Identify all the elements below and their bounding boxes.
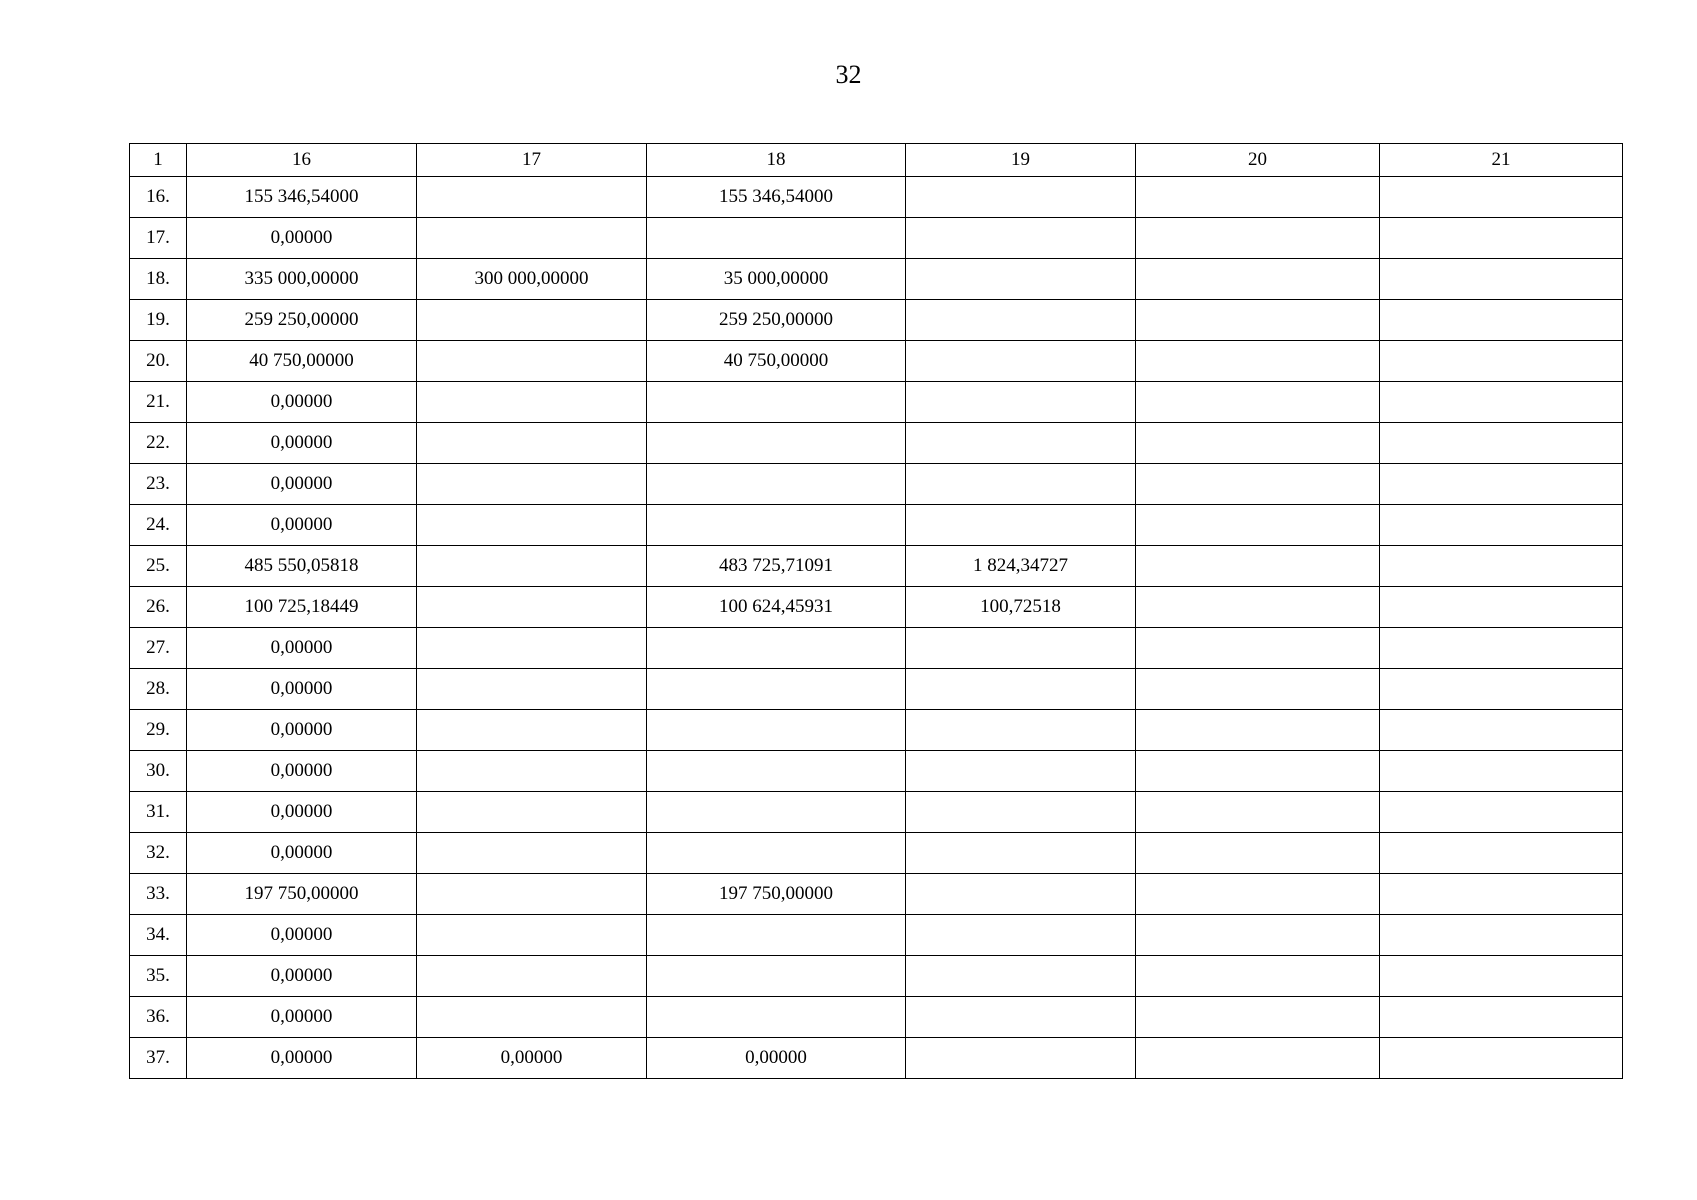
- table-cell: [647, 464, 906, 505]
- table-row: [130, 956, 1623, 997]
- table-cell: [647, 915, 906, 956]
- table-cell: [417, 177, 647, 218]
- table-cell: [1136, 587, 1380, 628]
- table-row: [130, 792, 1623, 833]
- table-cell: 0,00000: [647, 1038, 906, 1079]
- table-cell: 300 000,00000: [417, 259, 647, 300]
- table-cell: [417, 587, 647, 628]
- table-cell: 0,00000: [187, 1038, 417, 1079]
- table-cell: [647, 628, 906, 669]
- table-cell: [1380, 669, 1623, 710]
- table-cell: [417, 300, 647, 341]
- table-cell: [1380, 505, 1623, 546]
- column-header: 16: [187, 144, 417, 177]
- table-cell: [906, 259, 1136, 300]
- table-row: [130, 997, 1623, 1038]
- table-cell: [1136, 464, 1380, 505]
- table-cell: [1136, 874, 1380, 915]
- row-number-cell: 32.: [130, 833, 187, 874]
- table-cell: [417, 874, 647, 915]
- table-cell: 259 250,00000: [647, 300, 906, 341]
- table-cell: [1136, 177, 1380, 218]
- table-cell: [417, 218, 647, 259]
- table-cell: 0,00000: [187, 833, 417, 874]
- table-cell: 0,00000: [187, 218, 417, 259]
- table-cell: [647, 423, 906, 464]
- table-cell: [417, 956, 647, 997]
- row-number-cell: 22.: [130, 423, 187, 464]
- table-body: [130, 177, 1623, 1079]
- row-number-cell: 24.: [130, 505, 187, 546]
- row-number-cell: 27.: [130, 628, 187, 669]
- table-cell: 0,00000: [417, 1038, 647, 1079]
- table-cell: 155 346,54000: [647, 177, 906, 218]
- table-cell: [1136, 423, 1380, 464]
- table-cell: [1136, 997, 1380, 1038]
- table-cell: 0,00000: [187, 751, 417, 792]
- data-table: [129, 143, 1623, 1079]
- table-cell: [647, 956, 906, 997]
- table-cell: [906, 423, 1136, 464]
- table-cell: [1136, 546, 1380, 587]
- table-cell: [647, 218, 906, 259]
- table-cell: [1380, 464, 1623, 505]
- table-cell: [1380, 382, 1623, 423]
- row-number-cell: 35.: [130, 956, 187, 997]
- table-cell: [417, 915, 647, 956]
- table-cell: 1 824,34727: [906, 546, 1136, 587]
- table-row: [130, 423, 1623, 464]
- table-cell: [1380, 423, 1623, 464]
- table-cell: 100,72518: [906, 587, 1136, 628]
- table-cell: [647, 669, 906, 710]
- table-cell: [1136, 505, 1380, 546]
- table-cell: [906, 218, 1136, 259]
- table-cell: [1136, 382, 1380, 423]
- table-cell: 0,00000: [187, 382, 417, 423]
- table-cell: [906, 464, 1136, 505]
- table-cell: [1380, 218, 1623, 259]
- table-row: [130, 382, 1623, 423]
- table-cell: [906, 669, 1136, 710]
- table-cell: [647, 997, 906, 1038]
- table-cell: 197 750,00000: [647, 874, 906, 915]
- row-number-cell: 29.: [130, 710, 187, 751]
- table-cell: [1136, 259, 1380, 300]
- table-cell: 0,00000: [187, 915, 417, 956]
- row-number-cell: 34.: [130, 915, 187, 956]
- table-row: [130, 628, 1623, 669]
- table-cell: [1380, 341, 1623, 382]
- table-row: [130, 587, 1623, 628]
- table-cell: 0,00000: [187, 997, 417, 1038]
- table-cell: [1380, 300, 1623, 341]
- table-cell: [906, 505, 1136, 546]
- row-number-cell: 25.: [130, 546, 187, 587]
- row-number-cell: 33.: [130, 874, 187, 915]
- table-cell: 0,00000: [187, 628, 417, 669]
- table-cell: 0,00000: [187, 505, 417, 546]
- table-cell: 100 624,45931: [647, 587, 906, 628]
- table-row: [130, 505, 1623, 546]
- table-cell: 0,00000: [187, 792, 417, 833]
- table-cell: [1380, 177, 1623, 218]
- table-cell: [647, 505, 906, 546]
- table-cell: [906, 341, 1136, 382]
- table-cell: [1136, 833, 1380, 874]
- table-cell: [1380, 997, 1623, 1038]
- table-cell: [1136, 956, 1380, 997]
- table-cell: [1136, 915, 1380, 956]
- table-row: [130, 833, 1623, 874]
- table-cell: [1136, 300, 1380, 341]
- table-cell: [1380, 915, 1623, 956]
- table-cell: [1136, 628, 1380, 669]
- table-cell: [906, 628, 1136, 669]
- table-cell: [417, 505, 647, 546]
- table-cell: [417, 382, 647, 423]
- table-cell: [417, 997, 647, 1038]
- table-cell: [417, 833, 647, 874]
- table-cell: [906, 874, 1136, 915]
- table-cell: 0,00000: [187, 464, 417, 505]
- table-cell: [906, 915, 1136, 956]
- table-cell: [417, 628, 647, 669]
- table-cell: [906, 710, 1136, 751]
- row-number-cell: 16.: [130, 177, 187, 218]
- table-cell: [1136, 710, 1380, 751]
- row-number-cell: 36.: [130, 997, 187, 1038]
- row-number-cell: 18.: [130, 259, 187, 300]
- table-cell: 155 346,54000: [187, 177, 417, 218]
- table-cell: [906, 833, 1136, 874]
- column-header: 19: [906, 144, 1136, 177]
- table-cell: [647, 710, 906, 751]
- table-cell: [1136, 669, 1380, 710]
- row-number-cell: 20.: [130, 341, 187, 382]
- table-cell: [417, 423, 647, 464]
- table-cell: [1380, 628, 1623, 669]
- page-number: 32: [835, 60, 862, 89]
- table-cell: 40 750,00000: [187, 341, 417, 382]
- table-cell: 259 250,00000: [187, 300, 417, 341]
- table-cell: [647, 833, 906, 874]
- table-cell: 100 725,18449: [187, 587, 417, 628]
- table-cell: [1136, 218, 1380, 259]
- row-number-cell: 19.: [130, 300, 187, 341]
- column-header: 21: [1380, 144, 1623, 177]
- table-cell: 485 550,05818: [187, 546, 417, 587]
- table-cell: [417, 792, 647, 833]
- column-header: 20: [1136, 144, 1380, 177]
- table-cell: [647, 382, 906, 423]
- table-row: [130, 259, 1623, 300]
- table-cell: [647, 792, 906, 833]
- table-row: [130, 300, 1623, 341]
- table-cell: [906, 956, 1136, 997]
- table-cell: [647, 751, 906, 792]
- table-cell: 0,00000: [187, 669, 417, 710]
- table-cell: [1380, 792, 1623, 833]
- table-cell: 197 750,00000: [187, 874, 417, 915]
- table-header: [130, 144, 1623, 177]
- table-cell: 335 000,00000: [187, 259, 417, 300]
- table-cell: [906, 751, 1136, 792]
- table-row: [130, 874, 1623, 915]
- table-cell: [1380, 751, 1623, 792]
- table-cell: [417, 751, 647, 792]
- table-cell: 40 750,00000: [647, 341, 906, 382]
- table-cell: [1380, 710, 1623, 751]
- row-number-cell: 28.: [130, 669, 187, 710]
- table-cell: [417, 546, 647, 587]
- table-row: [130, 218, 1623, 259]
- row-number-cell: 26.: [130, 587, 187, 628]
- table-cell: [1380, 833, 1623, 874]
- table-cell: [417, 669, 647, 710]
- table-cell: [906, 382, 1136, 423]
- table-cell: [906, 792, 1136, 833]
- table-cell: [1136, 1038, 1380, 1079]
- table-cell: [1136, 341, 1380, 382]
- table-cell: [906, 177, 1136, 218]
- table-cell: 483 725,71091: [647, 546, 906, 587]
- table-cell: 0,00000: [187, 956, 417, 997]
- table-cell: 0,00000: [187, 423, 417, 464]
- column-header: 1: [130, 144, 187, 177]
- table-cell: [417, 710, 647, 751]
- row-number-cell: 30.: [130, 751, 187, 792]
- table-cell: [1380, 874, 1623, 915]
- table-row: [130, 915, 1623, 956]
- table-row: [130, 1038, 1623, 1079]
- column-header: 17: [417, 144, 647, 177]
- table-cell: [1380, 956, 1623, 997]
- row-number-cell: 31.: [130, 792, 187, 833]
- row-number-cell: 17.: [130, 218, 187, 259]
- table-row: [130, 546, 1623, 587]
- table-row: [130, 341, 1623, 382]
- table-cell: [1380, 259, 1623, 300]
- header-row: [130, 144, 1623, 177]
- table-cell: [906, 300, 1136, 341]
- row-number-cell: 37.: [130, 1038, 187, 1079]
- table-cell: [1380, 546, 1623, 587]
- table-cell: [1380, 1038, 1623, 1079]
- table-row: [130, 751, 1623, 792]
- table-cell: [417, 341, 647, 382]
- table-row: [130, 669, 1623, 710]
- table-cell: [1380, 587, 1623, 628]
- table-cell: [1136, 792, 1380, 833]
- table-row: [130, 177, 1623, 218]
- table-row: [130, 710, 1623, 751]
- table-row: [130, 464, 1623, 505]
- row-number-cell: 23.: [130, 464, 187, 505]
- table-cell: 0,00000: [187, 710, 417, 751]
- column-header: 18: [647, 144, 906, 177]
- table-cell: [417, 464, 647, 505]
- table-cell: [906, 997, 1136, 1038]
- row-number-cell: 21.: [130, 382, 187, 423]
- table-cell: 35 000,00000: [647, 259, 906, 300]
- table-cell: [906, 1038, 1136, 1079]
- table-cell: [1136, 751, 1380, 792]
